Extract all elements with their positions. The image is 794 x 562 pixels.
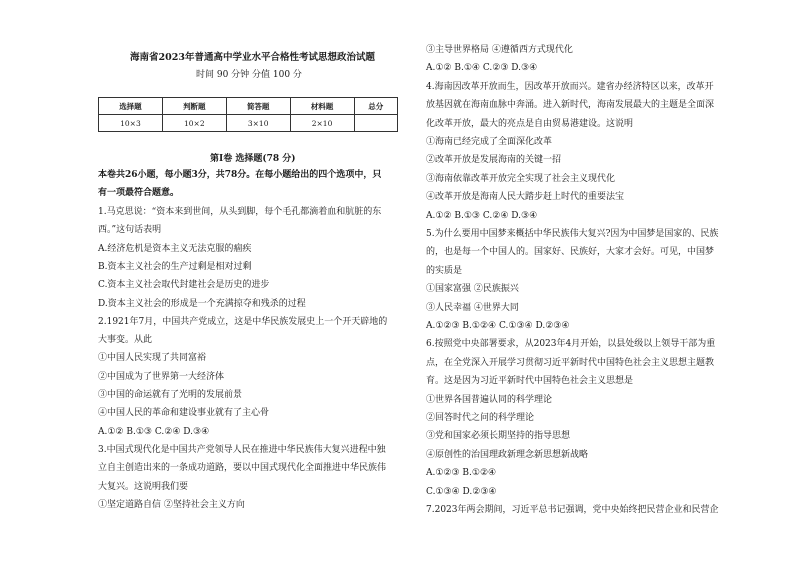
question-line: 西。”这句话表明 (98, 225, 162, 236)
section-instruction: 有一项最符合题意。 (98, 188, 180, 198)
score-header-cell: 判断题 (162, 98, 226, 115)
question-line: ②回答时代之问的科学理论 (426, 413, 535, 423)
question-line: 5.为什么要用中国梦来概括中华民族伟大复兴?因为中国梦是国家的、民族 (426, 229, 719, 239)
question-line: B.资本主义社会的生产过剩是相对过剩 (98, 261, 252, 272)
score-table-header-row (99, 98, 398, 115)
question-line: A.①②③ B.①②④ (426, 468, 497, 479)
question-line: 1.马克思说：“资本来到世间，从头到脚，每个毛孔都滴着血和肮脏的东 (98, 207, 382, 217)
score-header-cell: 选择题 (99, 98, 163, 115)
exam-title: 海南省2023年普通高中学业水平合格性考试思想政治试题 (130, 52, 375, 63)
question-line: ④中国人民的革命和建设事业就有了主心骨 (98, 408, 270, 419)
question-line: 化改革开放，最大的亮点是自由贸易港建设。这说明 (426, 118, 634, 129)
question-line: A.经济危机是资本主义无法克服的痼疾 (98, 243, 252, 254)
question-line: ④原创性的治国理政新理念新思想新战略 (426, 449, 589, 460)
question-line: ①世界各国普遍认同的科学理论 (426, 394, 553, 405)
question-line: 大事变。从此 (98, 335, 153, 346)
score-value-cell (354, 115, 398, 132)
question-line: ③中国的命运就有了光明的发展前景 (98, 390, 243, 400)
score-header-cell: 材料题 (290, 98, 354, 115)
question-line: 的，也是每一个中国人的。国家好、民族好，大家才会好。可见，中国梦 (426, 247, 715, 258)
question-line: ③海南依靠改革开放完全实现了社会主义现代化 (426, 173, 616, 184)
score-header-cell: 简答题 (226, 98, 290, 115)
question-line: 3.中国式现代化是中国共产党领导人民在推进中华民族伟大复兴进程中独 (98, 444, 386, 455)
question-line: A.①② B.①③ C.②④ D.③④ (98, 426, 210, 437)
question-line: 立自主创造出来的一条成功道路，要以中国式现代化全面推进中华民族伟 (98, 463, 387, 474)
score-value-cell: 3×10 (226, 115, 290, 132)
question-line: D.资本主义社会的形成是一个充满掠夺和残杀的过程 (98, 298, 306, 309)
question-line: 6.按照党中央部署要求，从2023年4月开始，以县处级以上领导干部为重 (426, 339, 716, 350)
question-line: C.资本主义社会取代封建社会是历史的进步 (98, 280, 270, 291)
question-line: ②改革开放是发展海南的关键一招 (426, 155, 562, 166)
question-line: 放基因就在海南血脉中奔涌。进入新时代，海南发展最大的主题是全面深 (426, 100, 715, 111)
question-line: ①坚定道路自信 ②坚持社会主义方向 (98, 499, 245, 510)
exam-meta: 时间 90 分钟 分值 100 分 (196, 70, 302, 80)
question-line: 点，在全党深入开展学习贯彻习近平新时代中国特色社会主义思想主题教 (426, 357, 715, 368)
question-line: 7.2023年两会期间，习近平总书记强调，党中央始终把民营企业和民营企 (426, 505, 719, 515)
question-line: ①海南已经完成了全面深化改革 (426, 137, 553, 147)
score-table-value-row (99, 115, 398, 132)
score-table (98, 97, 398, 132)
score-header-cell: 总分 (354, 98, 398, 115)
question-line: A.①②③ B.①②④ C.①③④ D.②③④ (426, 321, 570, 331)
score-value-cell: 2×10 (290, 115, 354, 132)
question-line: 大复兴。这说明我们要 (98, 481, 189, 492)
question-line: ③人民幸福 ④世界大同 (426, 302, 519, 313)
section-heading: 第Ⅰ卷 选择题(78 分) (210, 154, 296, 164)
question-line: A.①② B.①③ C.②④ D.③④ (426, 210, 538, 221)
question-line: A.①② B.①④ C.②③ D.③④ (426, 63, 538, 74)
question-line: ①中国人民实现了共同富裕 (98, 353, 207, 364)
section-instruction: 本卷共26小题，每小题3分，共78分。在每小题给出的四个选项中，只 (98, 170, 382, 180)
question-line: ①国家富强 ②民族振兴 (426, 284, 519, 295)
question-line: ②中国成为了世界第一大经济体 (98, 371, 225, 382)
question-line: 的实质是 (426, 265, 463, 276)
question-line: C.①③④ D.②③④ (426, 486, 497, 497)
question-line: ③主导世界格局 ④遵循西方式现代化 (426, 45, 573, 55)
question-line: 2.1921年7月，中国共产党成立，这是中华民族发展史上一个开天辟地的 (98, 316, 388, 327)
question-line: ④改革开放是海南人民大踏步赶上时代的重要法宝 (426, 192, 625, 203)
question-line: 育。这是因为习近平新时代中国特色社会主义思想是 (426, 376, 634, 387)
score-value-cell: 10×2 (162, 115, 226, 132)
question-line: 4.海南因改革开放而生，因改革开放而兴。建省办经济特区以来，改革开 (426, 81, 714, 92)
question-line: ③党和国家必须长期坚持的指导思想 (426, 431, 571, 442)
score-value-cell: 10×3 (99, 115, 163, 132)
